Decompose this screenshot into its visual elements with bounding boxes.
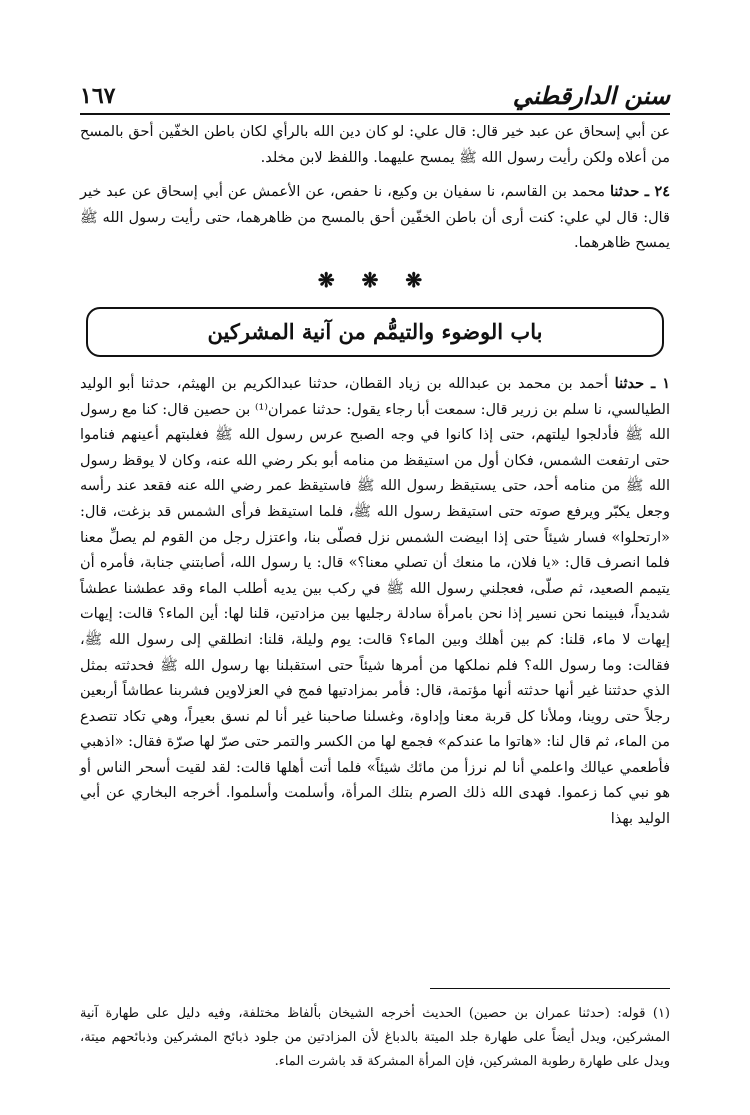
book-title: سنن الدارقطني [512, 81, 670, 110]
page-number: ١٦٧ [80, 83, 116, 109]
main-text [80, 120, 670, 833]
section-separator-stars: ❋ ❋ ❋ [317, 267, 433, 292]
header-divider [80, 113, 670, 115]
paragraph-3-text: أحمد بن محمد بن عبدالله بن زياد القطان، حدثنا عبدالكريم بن الهيثم، حدثنا أبو الوليد الطيالسي، نا سلم بن زرير قال: سمعت أبا رجاء يقول: حدثنا عمران⁽¹⁾ بن حصين قال: كنا مع رسول الله ﷺ فأدلجوا ليلتهم، حتى إذا كانوا في وجه الصبح عرس رسول الله ﷺ فغلبتهم أعينهم فناموا حتى ارتفعت الشمس، فكان أول من استيقظ من منامه أبو بكر رضي الله عنه، وكان لا يوقظ رسول الله ﷺ من منامه أحد، حتى يستيقظ رسول الله ﷺ فاستيقظ عمر رضي الله عنه فقعد عند رأسه وجعل يكبّر ويرفع صوته حتى استيقظ رسول الله ﷺ، فلما استيقظ فرأى الشمس قد بزغت، قال: «ارتحلوا» فسار شيئاً حتى إذا ابيضت الشمس نزل فصلّى بنا، واعتزل رجل من القوم لم يصلِّ معنا فلما انصرف قال: «يا فلان، ما منعك أن تصلي معنا؟» قال: يا رسول الله، أصابتني جنابة، فأمره أن يتيمم الصعيد، ثم صلّى، فعجلني رسول الله ﷺ في ركب بين يديه أطلب الماء وقد عطشنا عطشاً شديداً، فبينما نحن نسير إذا نحن بامرأة سادلة رجليها بين مزادتين، قلنا لها: أين الماء؟ قالت: إيهات إيهات لا ماء، قلنا: كم بين أهلك وبين الماء؟ قالت: يوم وليلة، قلنا: انطلقي إلى رسول الله ﷺ، فقالت: وما رسول الله؟ فلم نملكها من أمرها شيئاً حتى استقبلنا بها رسول الله ﷺ فحدثته بمثل الذي حدثتنا غير أنها حدثته أنها مؤتمة، قال: فأمر بمزادتيها فمج في العزلاوين فشربنا عطاشاً أربعين رجلاً حتى روينا، وملأنا كل قربة معنا وإداوة، وغسلنا صاحبنا غير أنا لم نسق بعيراً، وهي تكاد تتصدع من الماء، ثم قال لنا: «هاتوا ما عندكم» فجمع لها من الكسر والتمر حتى صرّ لها صرّة فقال: «اذهبي فأطعمي عيالك واعلمي أنا لم نرزأ من مائك شيئاً» فلما أتت أهلها قالت: لقد لقيت أسحر الناس أو هو نبي كما زعموا. فهدى الله ذلك الصرم بتلك المرأة، وأسلمت وأسلموا. أخرجه البخاري عن أبي الوليد بهذا [80, 375, 670, 828]
footnote-divider [430, 988, 670, 989]
hadith-lead-24: ٢٤ ـ حدثنا [609, 183, 671, 201]
hadith-lead-1: ١ ـ حدثنا [614, 374, 670, 392]
chapter-title: باب الوضوء والتيمُّم من آنية المشركين [207, 319, 543, 345]
page-header [80, 72, 670, 112]
paragraph-3 [80, 371, 670, 833]
paragraph-2-text: محمد بن القاسم، نا سفيان بن وكيع، نا حفص، عن الأعمش عن أبي إسحاق عن عبد خير قال: قال لي علي: كنت أرى أن باطن الخفّين أحق بالمسح من ظاهرهما، حتى رأيت رسول الله ﷺ يمسح ظاهرهما. [80, 184, 670, 252]
chapter-title-box [86, 307, 664, 357]
footnotes [80, 1002, 670, 1074]
footnote-1: (١) قوله: (حدثنا عمران بن حصين) الحديث أخرجه الشيخان بألفاظ مختلفة، وفيه دليل على طهارة آنية المشركين، ويدل أيضاً على طهارة جلد الميتة بالدباغ لأن المزادتين من جلود ذبائح المشركين وذبائحهم ميتة، ويدل على طهارة رطوبة المشركين، فإن المرأة المشركة قد باشرت الماء. [80, 1006, 670, 1069]
paragraph-1: عن أبي إسحاق عن عبد خير قال: قال علي: لو كان دين الله بالرأي لكان باطن الخفّين أحق بالمسح من أعلاه ولكن رأيت رسول الله ﷺ يمسح عليهما. واللفظ لابن مخلد. [80, 124, 670, 166]
paragraph-2 [80, 179, 670, 257]
